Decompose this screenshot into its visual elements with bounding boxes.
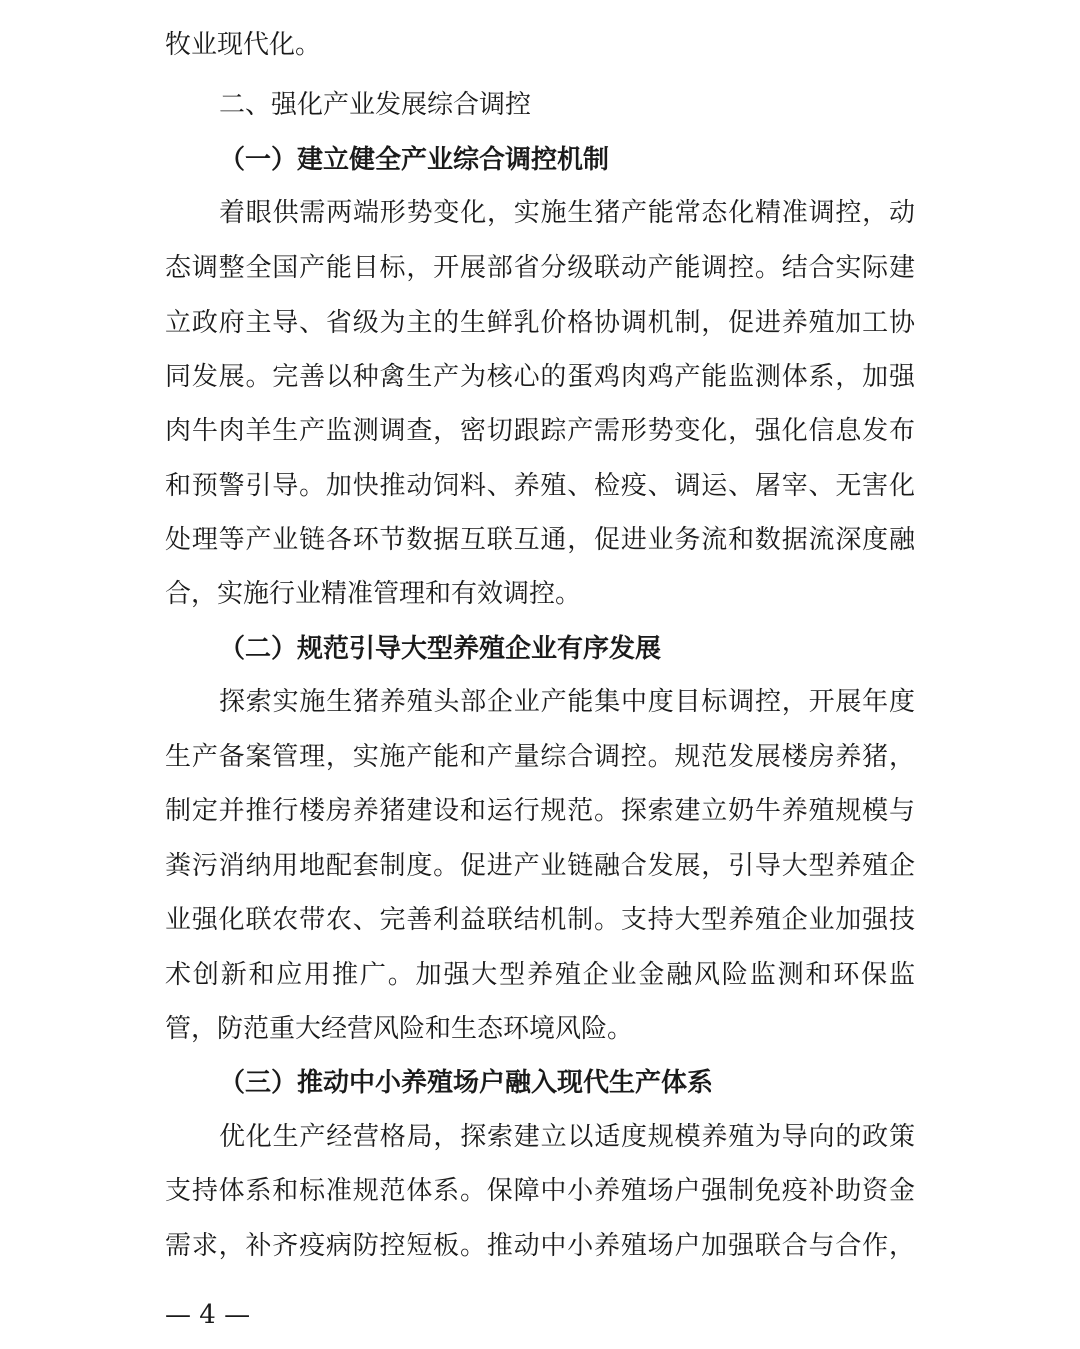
- subsection-heading: （一）建立健全产业综合调控机制: [219, 145, 610, 175]
- paragraph-line: 立政府主导、省级为主的生鲜乳价格协调机制，促进养殖加工协: [165, 308, 915, 338]
- page-number: — 4 —: [165, 1300, 251, 1330]
- paragraph-line: 支持体系和标准规范体系。保障中小养殖场户强制免疫补助资金: [165, 1176, 915, 1206]
- paragraph-line: 粪污消纳用地配套制度。促进产业链融合发展，引导大型养殖企: [165, 851, 915, 881]
- paragraph-line: 处理等产业链各环节数据互联互通，促进业务流和数据流深度融: [165, 525, 915, 555]
- paragraph-line: 着眼供需两端形势变化，实施生猪产能常态化精准调控，动: [219, 198, 915, 228]
- paragraph-line: 制定并推行楼房养猪建设和运行规范。探索建立奶牛养殖规模与: [165, 796, 915, 826]
- subsection-heading: （二）规范引导大型养殖企业有序发展: [219, 634, 662, 664]
- paragraph-line: 态调整全国产能目标，开展部省分级联动产能调控。结合实际建: [165, 253, 915, 283]
- section-heading: 二、强化产业发展综合调控: [219, 90, 532, 120]
- paragraph-line: 同发展。完善以种禽生产为核心的蛋鸡肉鸡产能监测体系，加强: [165, 362, 915, 392]
- paragraph-line: 术创新和应用推广。加强大型养殖企业金融风险监测和环保监: [165, 960, 915, 990]
- paragraph-line: 管，防范重大经营风险和生态环境风险。: [165, 1014, 634, 1044]
- paragraph-line: 和预警引导。加快推动饲料、养殖、检疫、调运、屠宰、无害化: [165, 471, 915, 501]
- paragraph-line: 探索实施生猪养殖头部企业产能集中度目标调控，开展年度: [219, 687, 915, 717]
- paragraph-line: 合，实施行业精准管理和有效调控。: [165, 579, 582, 609]
- paragraph-line: 优化生产经营格局，探索建立以适度规模养殖为导向的政策: [219, 1122, 915, 1152]
- paragraph-line: 牧业现代化。: [165, 30, 322, 60]
- paragraph-line: 生产备案管理，实施产能和产量综合调控。规范发展楼房养猪，: [165, 742, 915, 772]
- paragraph-line: 业强化联农带农、完善利益联结机制。支持大型养殖企业加强技: [165, 905, 915, 935]
- paragraph-line: 需求，补齐疫病防控短板。推动中小养殖场户加强联合与合作，: [165, 1231, 915, 1261]
- paragraph-line: 肉牛肉羊生产监测调查，密切跟踪产需形势变化，强化信息发布: [165, 416, 915, 446]
- subsection-heading: （三）推动中小养殖场户融入现代生产体系: [219, 1068, 714, 1098]
